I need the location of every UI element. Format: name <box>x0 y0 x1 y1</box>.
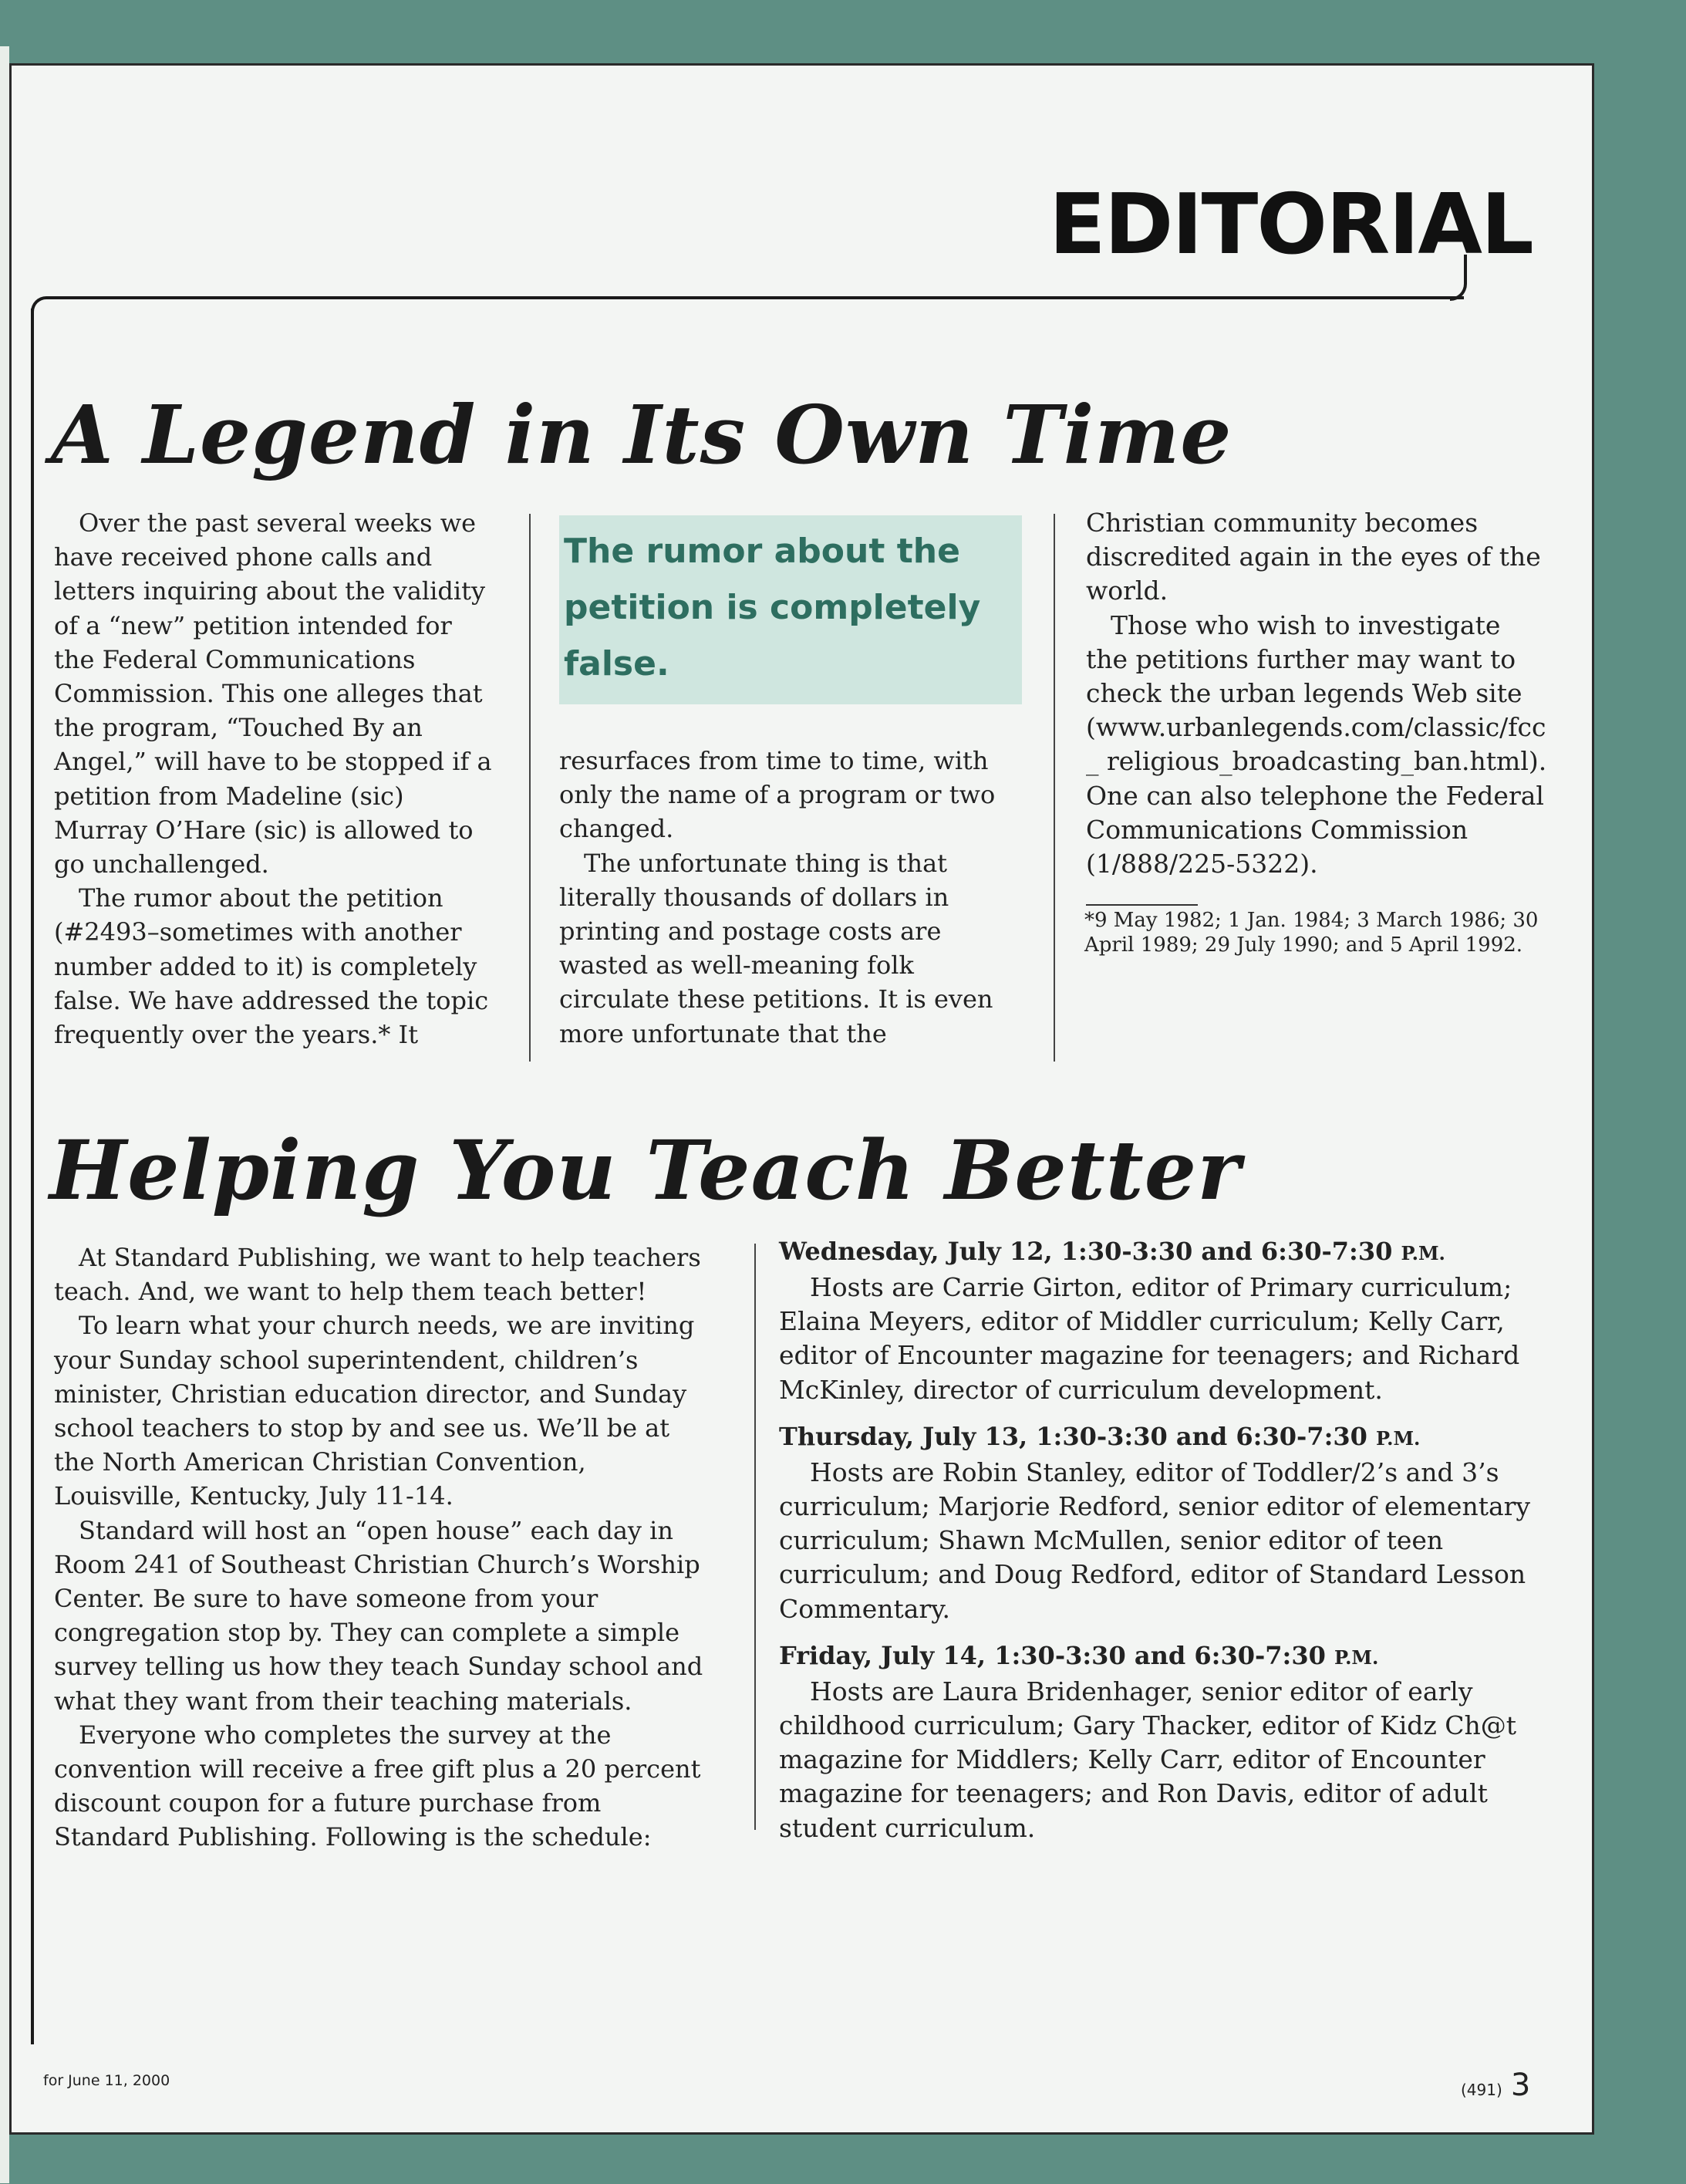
section-header: EDITORIAL <box>1049 177 1533 273</box>
article2-paragraph: Standard will host an “open house” each day in Room 241 of Southeast Christian Church’s Worship Center. Be sure to have someone from your congregation stop by. They can complete a simple survey telling us how they teach Sunday school and what they want from their teaching materials. <box>54 1515 703 1716</box>
folio-code: (491) <box>1461 2081 1502 2099</box>
pull-quote: The rumor about the petition is completely false. <box>559 515 1022 704</box>
article1-column-1 <box>54 506 497 1051</box>
article1-col2-paragraph: The unfortunate thing is that literally thousands of dollars in printing and postage costs are wasted as well-meaning folk circulate these petitions. It is even more unfortunate that the <box>559 848 993 1048</box>
page-number: 3 <box>1510 2068 1531 2103</box>
page-folio <box>1461 2068 1530 2103</box>
header-rule <box>31 296 1464 312</box>
article-title-legend: A Legend in Its Own Time <box>51 387 1232 482</box>
left-margin-rule <box>31 309 34 2044</box>
article1-col1-paragraph: The rumor about the petition (#2493–sometimes with another number added to it) is completely false. We have addressed the topic frequently over the years.* It <box>54 883 489 1050</box>
schedule-entry-thursday <box>779 1419 1543 1626</box>
article1-col2-paragraph: resurfaces from time to time, with only the name of a program or two changed. <box>559 746 996 844</box>
article1-col3-paragraph: Those who wish to investigate the petitions further may want to check the urban legends Web site (www.urbanlegends.com/classic/fcc_ religious_broadcasting_ban.html). One can also telephone the Federal Communications Commission (1/888/225-5322). <box>1086 609 1547 879</box>
article1-column-2 <box>559 744 1018 1051</box>
article-title-teach-better: Helping You Teach Better <box>49 1122 1242 1218</box>
schedule-hosts: Hosts are Robin Stanley, editor of Toddler/2’s and 3’s curriculum; Marjorie Redford, senior editor of elementary curriculum; Shawn McMullen, senior editor of teen curriculum; and Doug Redford, editor of Standard Lesson Commentary. <box>779 1457 1531 1624</box>
article2-column-1 <box>54 1241 717 1855</box>
schedule-column <box>779 1234 1543 1858</box>
column-divider <box>529 514 531 1062</box>
schedule-heading: Thursday, July 13, 1:30-3:30 and 6:30-7:30 P.M. <box>779 1421 1421 1451</box>
schedule-hosts: Hosts are Laura Bridenhager, senior editor of early childhood curriculum; Gary Thacker, editor of Kidz Ch@t magazine for Middlers; Kelly Carr, editor of Encounter magazine for teenagers; and Ron Davis, editor of adult student curriculum. <box>779 1676 1517 1843</box>
footnote-rule <box>1086 904 1198 906</box>
schedule-entry-wednesday <box>779 1234 1543 1407</box>
footnote: *9 May 1982; 1 Jan. 1984; 3 March 1986; 30 April 1989; 29 July 1990; and 5 April 1992. <box>1084 909 1539 957</box>
article1-col1-paragraph: Over the past several weeks we have received phone calls and letters inquiring about the validity of a “new” petition intended for the Federal Communications Commission. This one alleges that the program, “Touched By an Angel,” will have to be stopped if a petition from Madeline (sic) Murray O’Hare (sic) is allowed to go unchallenged. <box>54 508 492 879</box>
column-divider <box>1054 514 1055 1062</box>
article2-paragraph: At Standard Publishing, we want to help teachers teach. And, we want to help them teach better! <box>54 1243 701 1307</box>
schedule-heading: Wednesday, July 12, 1:30-3:30 and 6:30-7:30 P.M. <box>779 1237 1445 1266</box>
column-divider <box>754 1244 756 1830</box>
schedule-heading: Friday, July 14, 1:30-3:30 and 6:30-7:30 P.M. <box>779 1640 1379 1670</box>
page-binding-edge <box>0 46 9 2183</box>
article2-paragraph: Everyone who completes the survey at the convention will receive a free gift plus a 20 percent discount coupon for a future purchase from Standard Publishing. Following is the schedule: <box>54 1720 701 1852</box>
article2-paragraph: To learn what your church needs, we are inviting your Sunday school superintendent, children’s minister, Christian education director, and Sunday school teachers to stop by and see us. We’ll be at the North American Christian Convention, Louisville, Kentucky, July 11-14. <box>54 1311 695 1511</box>
article1-col3-paragraph: Christian community becomes discredited again in the eyes of the world. <box>1086 508 1541 606</box>
issue-date: for June 11, 2000 <box>43 2072 170 2089</box>
article1-column-3 <box>1086 506 1549 881</box>
schedule-hosts: Hosts are Carrie Girton, editor of Primary curriculum; Elaina Meyers, editor of Middler curriculum; Kelly Carr, editor of Encounter magazine for teenagers; and Richard McKinley, director of curriculum development. <box>779 1272 1520 1405</box>
schedule-entry-friday <box>779 1639 1543 1845</box>
